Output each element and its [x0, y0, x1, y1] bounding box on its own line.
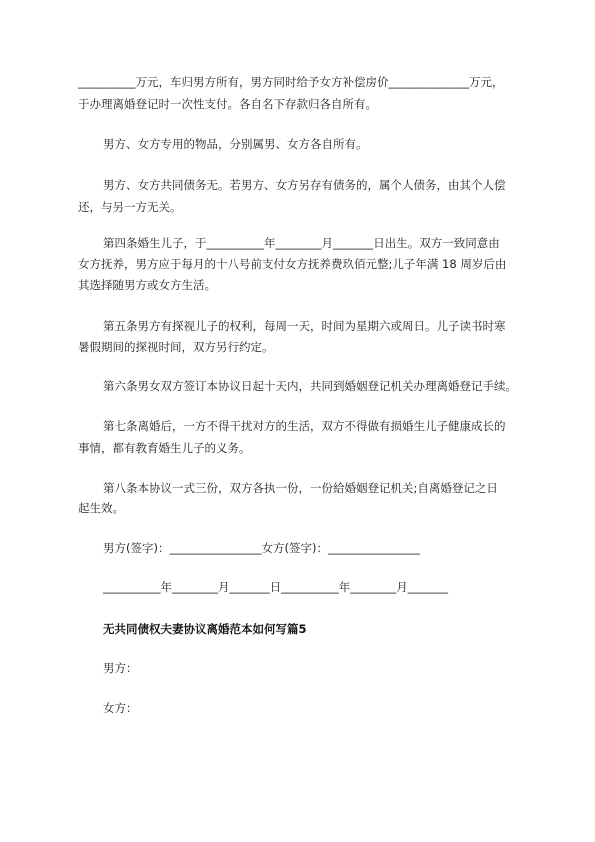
date-line: __________年________月_______日__________年________月_______ — [103, 580, 448, 594]
paragraph-line-7: 女方抚养，男方应于每月的十八号前支付女方抚养费玖佰元整;儿子年满 18 周岁后由 — [78, 257, 507, 271]
section-heading: 无共同债权夫妻协议离婚范本如何写篇5 — [103, 622, 307, 636]
paragraph-line-11: 第六条男女双方签订本协议日起十天内，共同到婚姻登记机关办理离婚登记手续。 — [103, 379, 517, 393]
paragraph-line-15: 起生效。 — [78, 501, 124, 515]
paragraph-line-8: 其选择随男方或女方生活。 — [78, 278, 216, 292]
paragraph-line-6: 第四条婚生儿子，于__________年________月_______日出生。双方一致同意由 — [103, 236, 500, 250]
signature-line: 男方(签字)：________________女方(签字)：________________ — [103, 541, 420, 555]
party-female-label: 女方： — [103, 701, 138, 715]
paragraph-line-2: 于办理离婚登记时一次性支付。各自名下存款归各自所有。 — [78, 97, 377, 111]
paragraph-line-14: 第八条本协议一式三份，双方各执一份，一份給婚姻登记机关;自离婚登记之日 — [103, 481, 498, 495]
paragraph-line-1: __________万元，车归男方所有，男方同时给予女方补偿房价______________万元， — [78, 75, 504, 89]
paragraph-line-10: 暑假期间的探视时间，双方另行约定。 — [78, 340, 274, 354]
party-male-label: 男方： — [103, 661, 138, 675]
paragraph-line-3: 男方、女方专用的物品，分别属男、女方各自所有。 — [103, 137, 368, 151]
paragraph-line-9: 第五条男方有探视儿子的权利，每周一天，时间为星期六或周日。儿子读书时寒 — [103, 319, 506, 333]
paragraph-line-13: 事情，都有教育婚生儿子的义务。 — [78, 441, 251, 455]
paragraph-line-4: 男方、女方共同债务无。若男方、女方另存有债务的，属个人债务，由其个人偿 — [103, 178, 506, 192]
paragraph-line-5: 还，与另一方无关。 — [78, 200, 182, 214]
paragraph-line-12: 第七条离婚后，一方不得干扰对方的生活，双方不得做有损婚生儿子健康成长的 — [103, 419, 506, 433]
